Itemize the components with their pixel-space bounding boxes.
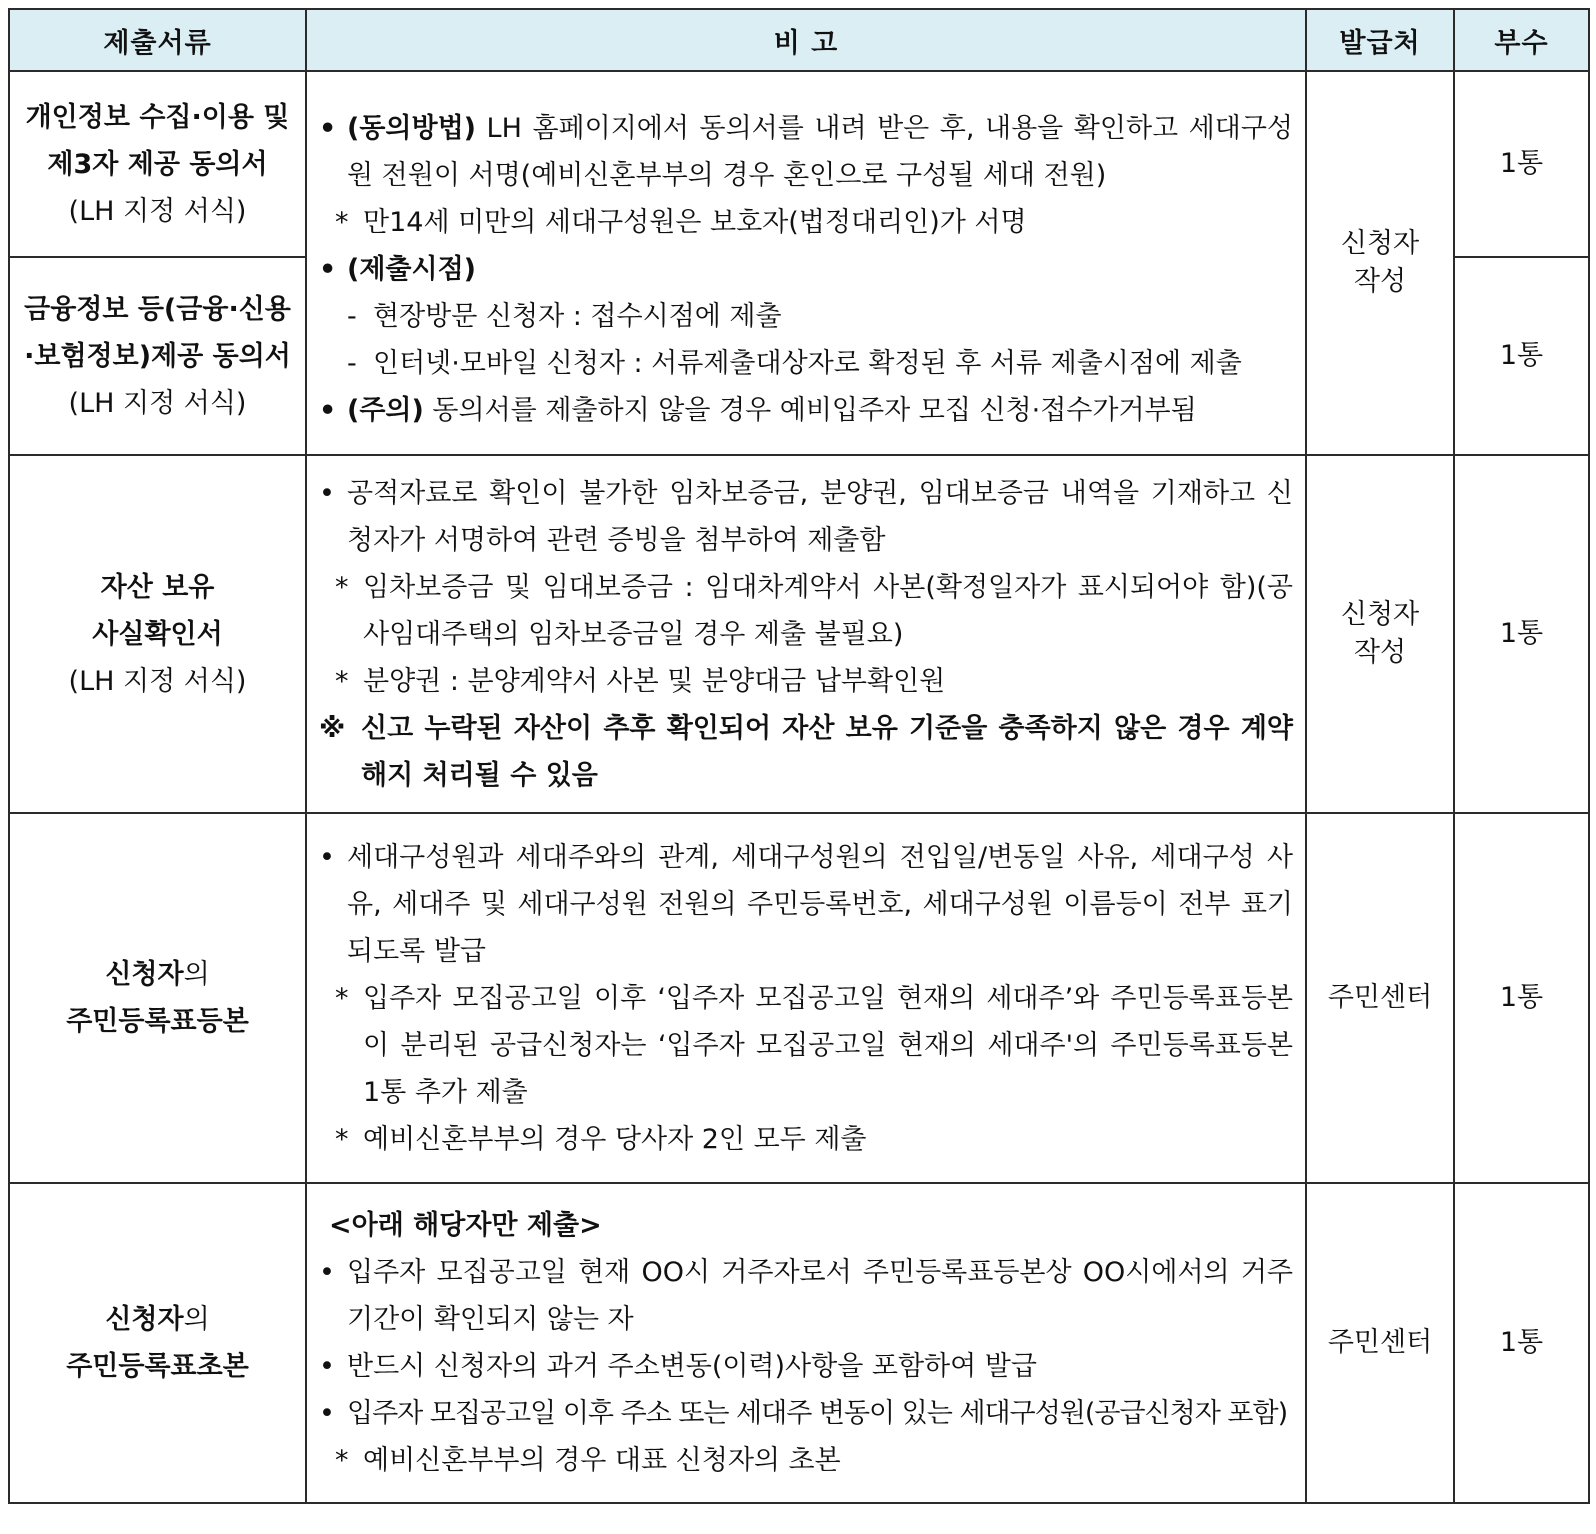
copies-resident-copy: 1통 (1454, 813, 1589, 1183)
note-mark: * (335, 1123, 349, 1155)
dash-mark: - (347, 347, 357, 379)
doc-name-line: 자산 보유 (100, 571, 215, 603)
doc-name-personal-consent (9, 71, 306, 257)
text-copy-note-1: 입주자 모집공고일 이후 ‘입주자 모집공고일 현재의 세대주’와 주민등록표등본이 분리된 공급신청자는 ‘입주자 모집공고일 현재의 세대주'의 주민등록표등본 1통 추가 제출 (363, 982, 1293, 1108)
subheading-applicable-only: <아래 해당자만 제출> (329, 1210, 602, 1241)
warning-note (317, 705, 1293, 799)
text-asset-note-1: 임차보증금 및 임대보증금 : 임대차계약서 사본(확정일자가 표시되어야 함)(공사임대주택의 임차보증금일 경우 제출 불필요) (363, 571, 1293, 650)
text-copy-note-2: 예비신혼부부의 경우 당사자 2인 모두 제출 (363, 1123, 867, 1155)
list-note (317, 1437, 1293, 1484)
doc-name-line: 개인정보 수집·이용 및 (25, 101, 290, 133)
bullet-mark: • (319, 253, 337, 285)
doc-name-suffix: 의 (183, 959, 210, 990)
bullet-mark: • (319, 1351, 335, 1382)
label-timing: (제출시점) (347, 253, 477, 285)
text-caution: 동의서를 제출하지 않을 경우 예비입주자 모집 신청·접수가거부됨 (423, 394, 1197, 426)
doc-name-resident-copy (9, 813, 306, 1183)
header-issuer: 발급처 (1306, 9, 1454, 71)
list-note (317, 199, 1293, 246)
text-asset-warning: 신고 누락된 자산이 추후 확인되어 자산 보유 기준을 충족하지 않은 경우 계약 해지 처리될 수 있음 (361, 712, 1293, 791)
header-copies: 부수 (1454, 9, 1589, 71)
issuer-resident-abstract: 주민센터 (1306, 1183, 1454, 1503)
header-remarks: 비 고 (306, 9, 1306, 71)
note-mark: * (335, 571, 349, 603)
doc-form-note: (LH 지정 서식) (68, 665, 247, 697)
doc-name-bold: 신청자 (105, 1304, 184, 1335)
list-note (317, 975, 1293, 1116)
doc-name-line (10, 1296, 305, 1343)
issuer-line: 신청자 (1340, 228, 1420, 259)
list-note (317, 658, 1293, 705)
issuer-resident-copy: 주민센터 (1306, 813, 1454, 1183)
text-abstract-3: 입주자 모집공고일 이후 주소 또는 세대주 변동이 있는 세대구성원(공급신청자 포함) (347, 1398, 1288, 1429)
doc-name-asset (9, 455, 306, 813)
text-method-note: 만14세 미만의 세대구성원은 보호자(법정대리인)가 서명 (363, 206, 1027, 238)
list-item (317, 834, 1293, 975)
doc-name-line: 금융정보 등(금융·신용 (24, 293, 291, 325)
doc-name-line (10, 951, 305, 998)
table-row-asset (9, 455, 1589, 813)
bullet-mark: • (319, 112, 337, 144)
doc-name-line: 제3자 제공 동의서 (47, 148, 268, 180)
issuer-line: 작성 (1353, 637, 1407, 668)
text-abstract-note-1: 예비신혼부부의 경우 대표 신청자의 초본 (363, 1445, 841, 1476)
doc-name-resident-abstract (9, 1183, 306, 1503)
issuer-line: 신청자 (1340, 599, 1420, 630)
list-item (317, 105, 1293, 199)
list-item (317, 1249, 1293, 1343)
issuer-asset (1306, 455, 1454, 813)
copies-personal-consent: 1통 (1454, 71, 1589, 257)
list-subitem (317, 293, 1293, 340)
doc-form-note: (LH 지정 서식) (68, 195, 247, 227)
note-mark: * (335, 665, 349, 697)
copies-resident-abstract: 1통 (1454, 1183, 1589, 1503)
text-timing-1: 현장방문 신청자 : 접수시점에 제출 (373, 300, 782, 332)
list-item (317, 1390, 1293, 1437)
doc-name-line: ·보험정보)제공 동의서 (24, 340, 291, 372)
doc-name-line: 주민등록표초본 (66, 1351, 249, 1382)
header-documents: 제출서류 (9, 9, 306, 71)
text-asset-1: 공적자료로 확인이 불가한 임차보증금, 분양권, 임대보증금 내역을 기재하고 신청자가 서명하여 관련 증빙을 첨부하여 제출함 (347, 477, 1293, 556)
doc-name-line: 사실확인서 (92, 618, 223, 650)
remarks-resident-abstract (306, 1183, 1306, 1503)
list-item (317, 1343, 1293, 1390)
label-caution: (주의) (347, 394, 424, 426)
issuer-consent (1306, 71, 1454, 455)
remarks-asset (306, 455, 1306, 813)
text-abstract-1: 입주자 모집공고일 현재 OO시 거주자로서 주민등록표등본상 OO시에서의 거주기간이 확인되지 않는 자 (347, 1257, 1293, 1335)
bullet-mark: • (319, 1398, 334, 1429)
list-item (317, 470, 1293, 564)
text-timing-2: 인터넷·모바일 신청자 : 서류제출대상자로 확정된 후 서류 제출시점에 제출 (373, 347, 1242, 379)
note-mark: * (335, 206, 349, 238)
bullet-mark: • (319, 1257, 335, 1288)
remarks-resident-copy (306, 813, 1306, 1183)
dash-mark: - (347, 300, 357, 332)
bullet-mark: • (319, 394, 337, 426)
table-row-resident-copy (9, 813, 1589, 1183)
label-method: (동의방법) (347, 112, 477, 144)
table-row-personal-consent (9, 71, 1589, 257)
note-mark: * (335, 1445, 349, 1476)
text-asset-note-2: 분양권 : 분양계약서 사본 및 분양대금 납부확인원 (363, 665, 946, 697)
submission-documents-table (8, 8, 1590, 1504)
remarks-consent (306, 71, 1306, 455)
table-header-row (9, 9, 1589, 71)
list-item (317, 246, 1293, 293)
text-copy-1: 세대구성원과 세대주와의 관계, 세대구성원의 전입일/변동일 사유, 세대구성 사유, 세대주 및 세대구성원 전원의 주민등록번호, 세대구성원 이름등이 전부 표기되도록 발급 (347, 841, 1293, 967)
list-note (317, 1116, 1293, 1163)
list-subitem (317, 340, 1293, 387)
copies-asset: 1통 (1454, 455, 1589, 813)
text-method: LH 홈페이지에서 동의서를 내려 받은 후, 내용을 확인하고 세대구성원 전원이 서명(예비신혼부부의 경우 혼인으로 구성될 세대 전원) (347, 112, 1293, 191)
doc-name-financial-consent (9, 257, 306, 455)
list-item (317, 387, 1293, 434)
bullet-mark: • (319, 477, 335, 509)
table-row-resident-abstract (9, 1183, 1589, 1503)
doc-form-note: (LH 지정 서식) (68, 387, 247, 419)
issuer-line: 작성 (1353, 266, 1407, 297)
note-mark: * (335, 982, 349, 1014)
list-note (317, 564, 1293, 658)
copies-financial-consent: 1통 (1454, 257, 1589, 455)
doc-name-suffix: 의 (183, 1304, 210, 1335)
bullet-mark: • (319, 841, 335, 873)
text-abstract-2: 반드시 신청자의 과거 주소변동(이력)사항을 포함하여 발급 (347, 1351, 1037, 1382)
reference-mark: ※ (319, 712, 346, 744)
doc-name-bold: 신청자 (105, 959, 184, 990)
doc-name-line: 주민등록표등본 (66, 1006, 249, 1037)
